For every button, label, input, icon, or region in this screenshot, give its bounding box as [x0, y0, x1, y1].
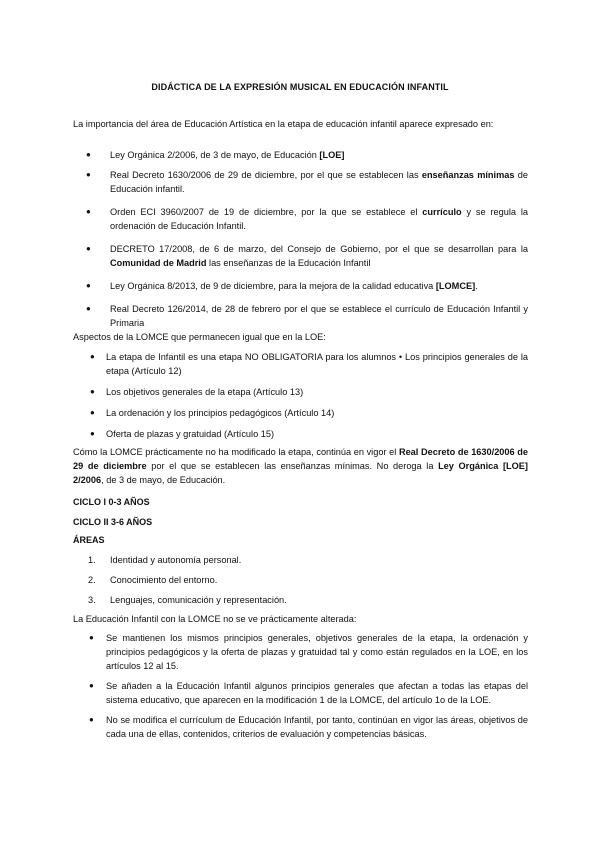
bullet-icon: ● [86, 150, 91, 159]
law-bold: [LOE] [319, 150, 345, 160]
area-text: Conocimiento del entorno. [110, 575, 218, 585]
law-text: Real Decreto 1630/2006 de 29 de diciembre, por el que se establecen las [110, 170, 422, 180]
document-title: DIDÁCTICA DE LA EXPRESIÓN MUSICAL EN EDUCACIÓN INFANTIL [151, 82, 449, 92]
law-text: Ley Orgánica 2/2006, de 3 de mayo, de Educación [110, 150, 320, 160]
law-bold: enseñanzas mínimas [421, 170, 515, 180]
law-text: Real Decreto 126/2014, de 28 de febrero por el que se establece el currículo de Educación Infantil y Primaria [110, 304, 528, 328]
intro-paragraph: La importancia del área de Educación Artística en la etapa de educación infantil aparece expresado en: [73, 119, 494, 129]
bullet-icon: ● [89, 633, 94, 642]
aspect-text: La etapa de Infantil es una etapa NO OBLIGATORIA para los alumnos • Los principios generales de la etapa (Artículo 12) [106, 352, 528, 376]
bullet-icon: ● [86, 207, 91, 216]
bullet-icon: ● [90, 429, 95, 438]
comment-text: por el que se establecen las enseñanzas mínimas. No deroga la [146, 461, 439, 471]
ciclo-2-heading: CICLO II 3-6 AÑOS [73, 517, 153, 527]
area-number: 1. [88, 555, 96, 565]
law-text: Ley Orgánica 8/2013, de 9 de diciembre, para la mejora de la calidad educativa [110, 281, 436, 291]
bullet-icon: ● [90, 352, 95, 361]
ciclo-1-heading: CICLO I 0-3 AÑOS [73, 497, 150, 507]
aspect-item [73, 406, 528, 420]
law-item [73, 302, 528, 330]
law-text-post: las enseñanzas de la Educación Infantil [206, 258, 371, 268]
area-number: 2. [88, 575, 96, 585]
law-text: Orden ECI 3960/2007 de 19 de diciembre, por la que se establece el [110, 207, 423, 217]
bullet-icon: ● [89, 715, 94, 724]
area-item [73, 573, 528, 587]
law-item [73, 168, 528, 196]
law-item [73, 279, 528, 293]
comment-text: , de 3 de mayo, de Educación. [101, 475, 226, 485]
aspect-text: Oferta de plazas y gratuidad (Artículo 15) [106, 429, 275, 439]
infantil-item [73, 713, 528, 741]
bullet-icon: ● [86, 304, 91, 313]
law-text-post: y se regula la ordenación de Educación Infantil. [110, 207, 528, 231]
infantil-list [73, 631, 528, 741]
bullet-icon: ● [86, 244, 91, 253]
area-text: Lenguajes, comunicación y representación. [110, 595, 287, 605]
area-item [73, 593, 528, 607]
law-item [73, 242, 528, 270]
aspect-item [73, 427, 528, 441]
law-item [73, 148, 528, 162]
laws-list [73, 148, 528, 330]
law-bold: Comunidad de Madrid [110, 258, 207, 268]
area-text: Identidad y autonomía personal. [110, 555, 242, 565]
area-number: 3. [88, 595, 96, 605]
law-bold: [LOMCE] [435, 281, 476, 291]
infantil-text: Se mantienen los mismos principios generales, objetivos generales de la etapa, la ordenación y principios pedagógicos y la oferta de plazas y gratuidad tal y como están regulados en la LOE, en los artículos 12 al 15. [106, 633, 528, 671]
law-text-post: de Educación infantil. [110, 170, 528, 194]
aspect-item [73, 350, 528, 378]
areas-heading: ÁREAS [73, 535, 105, 545]
law-item [73, 205, 528, 233]
law-text: DECRETO 17/2008, de 6 de marzo, del Consejo de Gobierno, por el que se desarrollan para la [110, 244, 528, 254]
bullet-icon: ● [86, 170, 91, 179]
bullet-icon: ● [89, 681, 94, 690]
comment-paragraph [73, 445, 528, 487]
comment-bold: Real Decreto de 1630/2006 de 29 de diciembre [73, 447, 528, 471]
aspects-list [73, 350, 528, 441]
infantil-intro: La Educación Infantil con la LOMCE no se ve prácticamente alterada: [73, 614, 357, 624]
area-item [73, 553, 528, 567]
infantil-text: Se añaden a la Educación Infantil algunos principios generales que afectan a todas las etapas del sistema educativo, que aparecen en la modificación 1 de la LOMCE, del artículo 1o de la LOE. [106, 681, 528, 705]
bullet-icon: ● [90, 387, 95, 396]
infantil-item [73, 679, 528, 707]
infantil-text: No se modifica el currículum de Educación Infantil, por tanto, continúan en vigor las áreas, objetivos de cada una de ellas, contenidos, criterios de evaluación y competencias básicas. [106, 715, 528, 739]
aspect-text: Los objetivos generales de la etapa (Artículo 13) [106, 387, 304, 397]
law-text-post: . [475, 281, 478, 291]
aspect-item [73, 385, 528, 399]
aspect-text: La ordenación y los principios pedagógicos (Artículo 14) [106, 408, 335, 418]
comment-bold: Ley Orgánica [LOE] 2/2006 [73, 461, 528, 485]
areas-list [73, 553, 528, 607]
bullet-icon: ● [90, 408, 95, 417]
infantil-item [73, 631, 528, 673]
comment-text: Cómo la LOMCE prácticamente no ha modificado la etapa, continúa en vigor el [73, 447, 399, 457]
aspects-intro: Aspectos de la LOMCE que permanecen igual que en la LOE: [73, 332, 326, 342]
bullet-icon: ● [86, 281, 91, 290]
law-bold: currículo [422, 207, 462, 217]
